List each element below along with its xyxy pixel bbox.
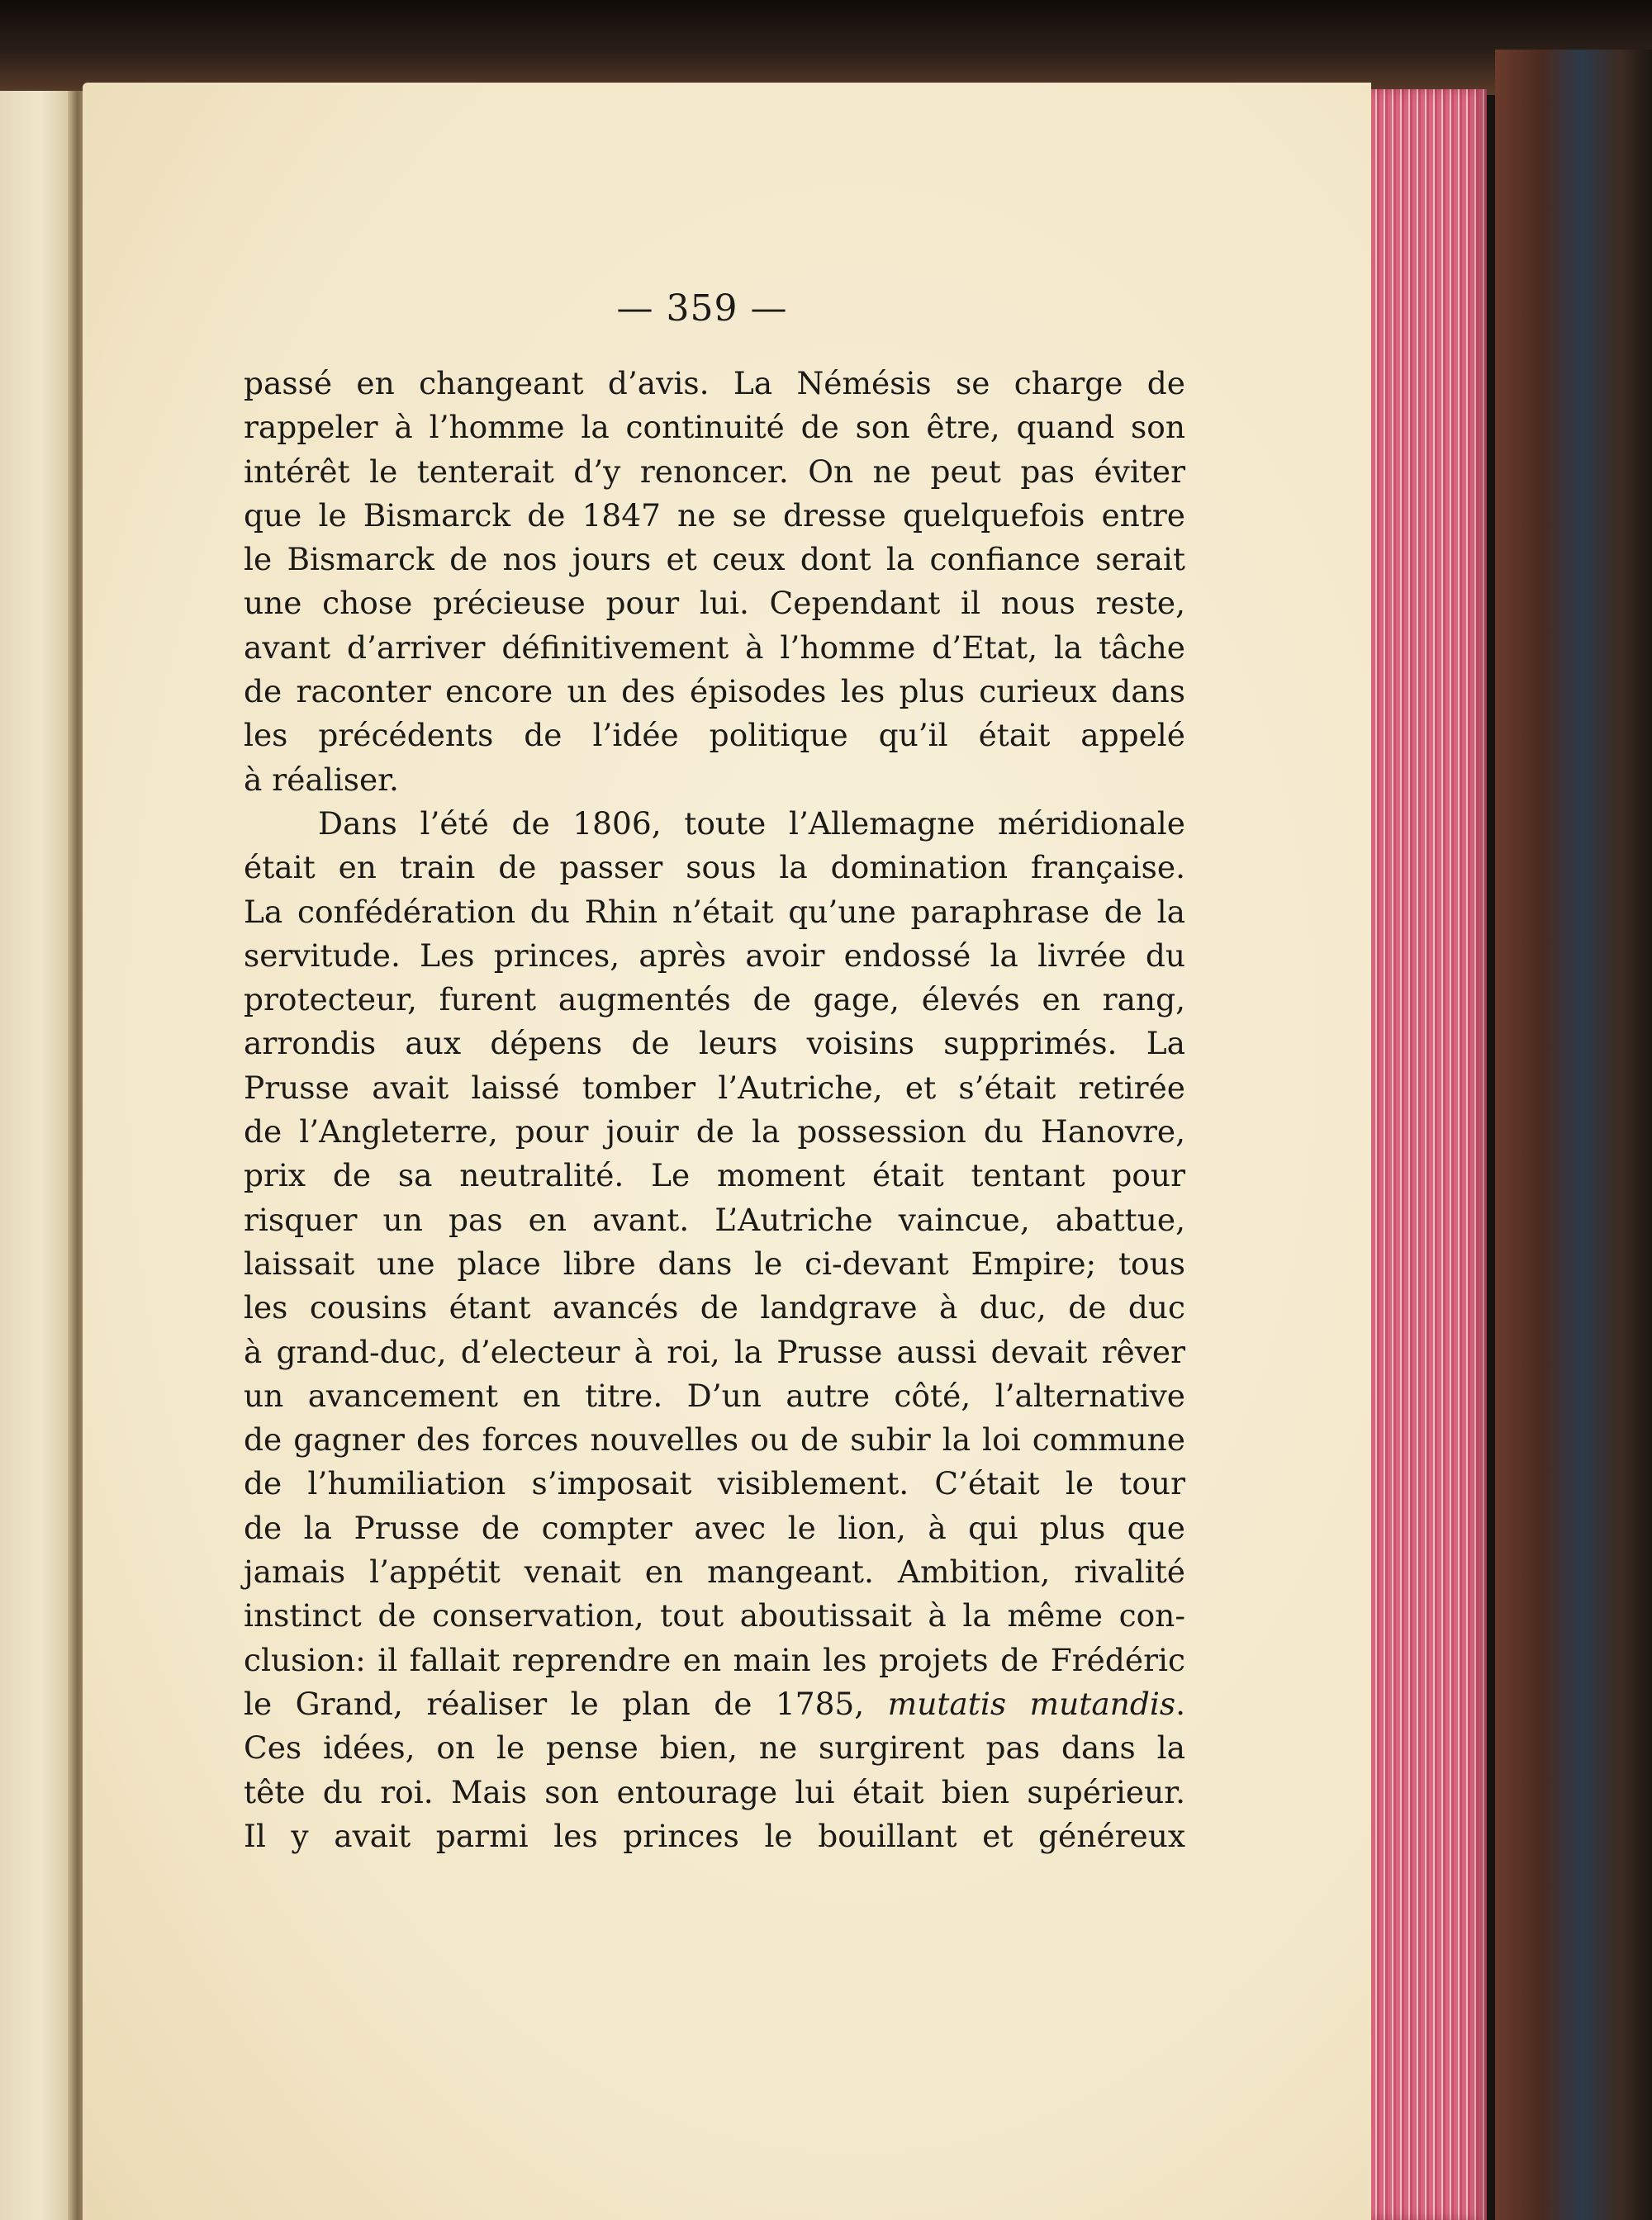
text-line: laissait une place libre dans le ci-devant Empire; tous	[244, 1245, 1185, 1282]
book-cover-top	[0, 0, 1652, 95]
text-line: les cousins étant avancés de landgrave à duc, de duc	[244, 1289, 1185, 1326]
text-line: de raconter encore un des épisodes les plus curieux dans	[244, 673, 1185, 710]
text-line: jamais l’appétit venait en mangeant. Ambition, rivalité	[244, 1554, 1185, 1591]
text-run: .	[1175, 1685, 1185, 1722]
text-line: Ces idées, on le pense bien, ne surgirent pas dans la	[244, 1729, 1185, 1767]
text-line: le Bismarck de nos jours et ceux dont la confiance serait	[244, 541, 1185, 578]
text-line: Prusse avait laissé tomber l’Autriche, et s’était retirée	[244, 1069, 1185, 1106]
text-line: La confédération du Rhin n’était qu’une paraphrase de la	[244, 893, 1185, 930]
text-line: à réaliser.	[244, 761, 399, 798]
text-line	[244, 1682, 1185, 1726]
text-line: instinct de conservation, tout aboutissait à la même con-	[244, 1597, 1185, 1634]
text-line: intérêt le tenterait d’y renoncer. On ne peut pas éviter	[244, 453, 1185, 490]
text-line: prix de sa neutralité. Le moment était tentant pour	[244, 1157, 1185, 1194]
text-line: servitude. Les princes, après avoir endossé la livrée du	[244, 937, 1185, 974]
text-line: de gagner des forces nouvelles ou de subir la loi commune	[244, 1421, 1185, 1459]
text-line: à grand-duc, d’electeur à roi, la Prusse aussi devait rêver	[244, 1333, 1185, 1370]
text-line: tête du roi. Mais son entourage lui était bien supérieur.	[244, 1773, 1185, 1810]
page-block-edge	[1371, 89, 1487, 2220]
text-line: passé en changeant d’avis. La Némésis se charge de	[244, 365, 1185, 401]
text-line: rappeler à l’homme la continuité de son être, quand son	[244, 409, 1185, 446]
text-run: le Grand, réaliser le plan de 1785,	[244, 1685, 888, 1722]
text-line: avant d’arriver définitivement à l’homme d’Etat, la tâche	[244, 629, 1185, 666]
book-cover-right	[1495, 50, 1652, 2220]
latin-phrase: mutatis mutandis	[887, 1685, 1176, 1722]
text-line: de l’Angleterre, pour jouir de la possession du Hanovre,	[244, 1113, 1185, 1150]
text-line: arrondis aux dépens de leurs voisins supprimés. La	[244, 1025, 1185, 1062]
text-line: était en train de passer sous la domination française.	[244, 849, 1185, 886]
text-line: de l’humiliation s’imposait visiblement. C’était le tour	[244, 1465, 1185, 1502]
text-line: Il y avait parmi les princes le bouillant et généreux	[244, 1817, 1185, 1854]
text-line: de la Prusse de compter avec le lion, à qui plus que	[244, 1509, 1185, 1546]
text-line: les précédents de l’idée politique qu’il était appelé	[244, 717, 1185, 754]
facing-page-edge	[0, 91, 68, 2220]
text-line: risquer un pas en avant. L’Autriche vaincue, abattue,	[244, 1201, 1185, 1238]
page-body-text	[244, 362, 1185, 1858]
text-line: Dans l’été de 1806, toute l’Allemagne méridionale	[318, 804, 1185, 842]
page-number: — 359 —	[616, 287, 788, 330]
text-line: clusion: il fallait reprendre en main les projets de Frédéric	[244, 1641, 1185, 1678]
text-line: protecteur, furent augmentés de gage, élevés en rang,	[244, 981, 1185, 1018]
text-line: un avancement en titre. D’un autre côté, l’alternative	[244, 1377, 1185, 1414]
text-line: une chose précieuse pour lui. Cependant il nous reste,	[244, 585, 1185, 622]
text-line: que le Bismarck de 1847 ne se dresse quelquefois entre	[244, 496, 1185, 534]
